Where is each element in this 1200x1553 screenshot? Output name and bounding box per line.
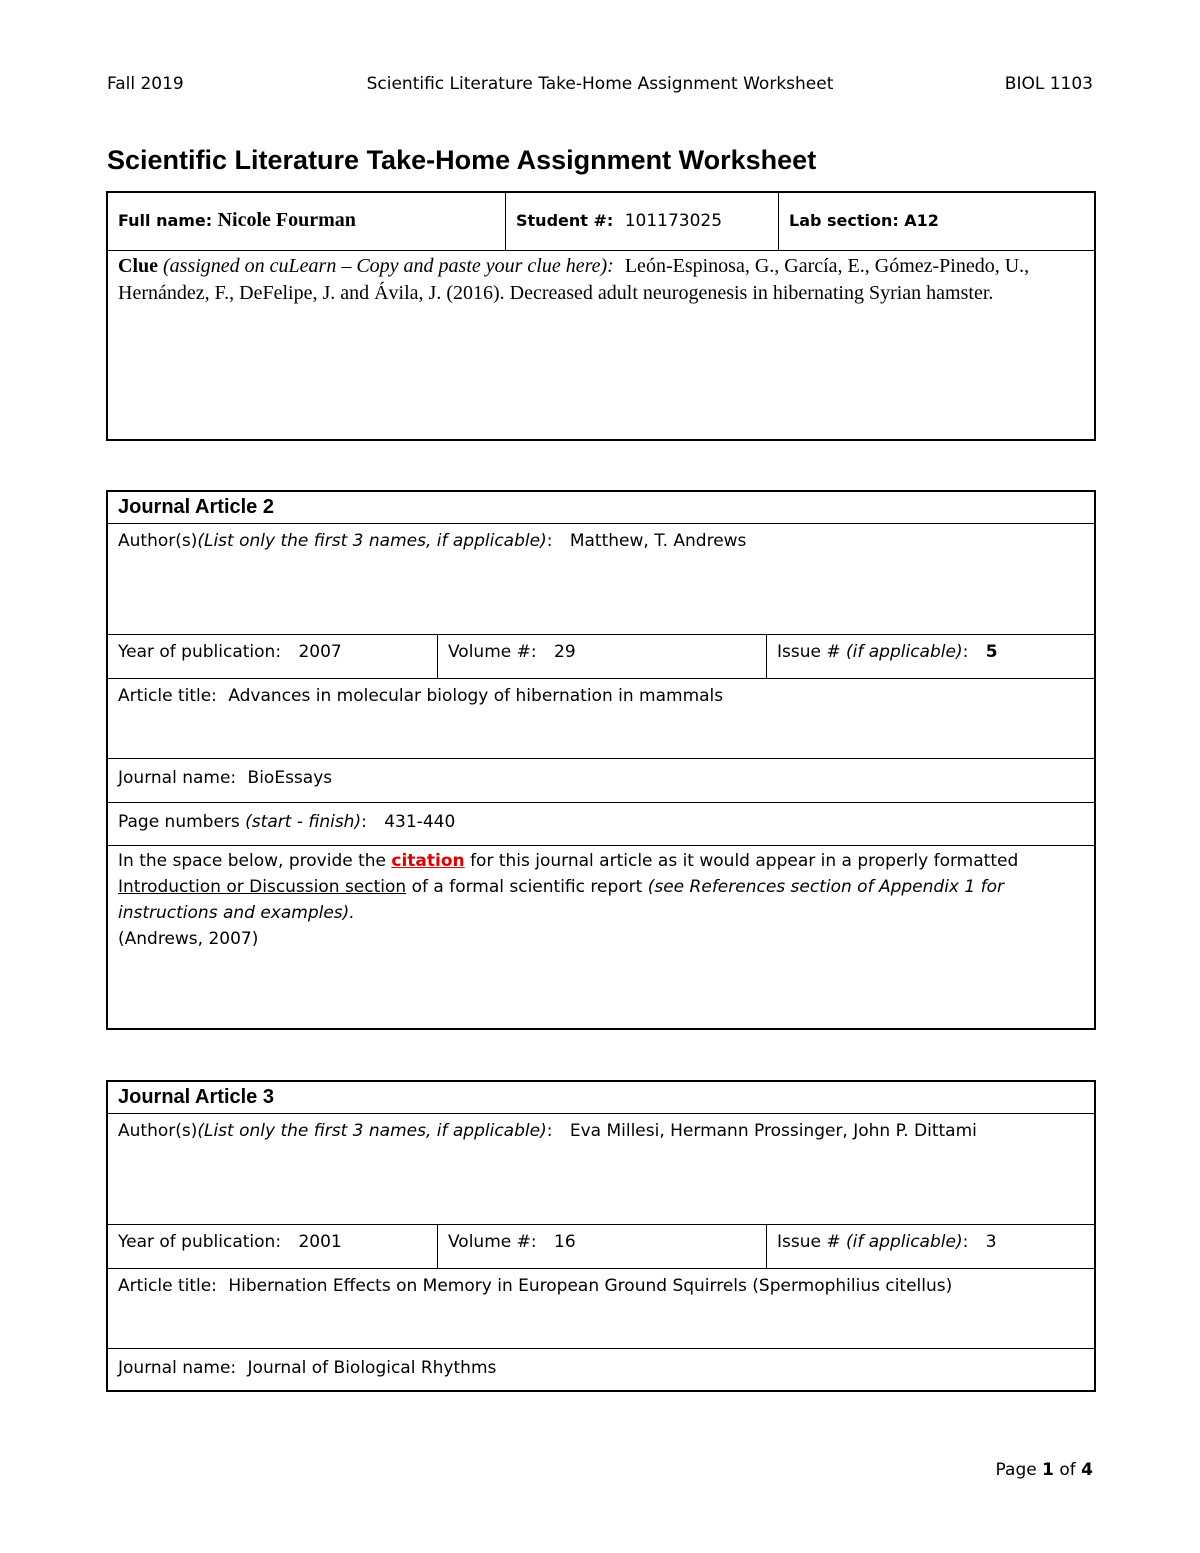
year-label: Year of publication: [118,1232,282,1252]
article-title-label: Article title: [118,686,217,706]
article-3-title: Hibernation Effects on Memory in European Ground Squirrels (Spermophilius citellus) [228,1276,953,1296]
article-3-issue: 3 [985,1232,997,1252]
article-2-volume: 29 [554,642,576,662]
full-name-label: Full name: [118,211,213,230]
article-3-year: 2001 [298,1232,342,1252]
citation-section-name: Introduction or Discussion section [118,877,407,897]
clue-cell [108,251,1094,439]
article-3-heading: Journal Article 3 [118,1086,274,1108]
journal-article-2-box [106,490,1096,1030]
article-2-journal: BioEssays [247,768,333,788]
volume-label: Volume #: [448,1232,537,1252]
authors-label: Author(s) [118,531,198,551]
full-name-value: Nicole Fourman [217,209,356,231]
issue-label: Issue # [777,642,841,662]
article-2-title: Advances in molecular biology of hibernation in mammals [228,686,724,706]
clue-hint: (assigned on cuLearn – Copy and paste your clue here): [163,255,614,277]
student-info-box [106,191,1096,441]
article-2-pages: 431-440 [384,812,456,832]
article-3-year-cell [108,1225,437,1268]
header-course: BIOL 1103 [1004,74,1093,94]
article-3-journal-cell [108,1349,1094,1385]
lab-section-label: Lab section: [789,211,899,230]
citation-instruction-post: of a formal scientific report [411,877,643,897]
journal-name-label: Journal name: [118,768,237,788]
authors-hint: (List only the first 3 names, if applicable) [197,531,547,551]
article-2-citation-cell [108,846,1094,959]
authors-colon: : [546,1121,553,1141]
citation-keyword: citation [391,851,465,871]
citation-instruction-pre: In the space below, provide the [118,851,386,871]
year-label: Year of publication: [118,642,282,662]
issue-hint: (if applicable) [846,1232,963,1252]
clue-text: León-Espinosa, G., García, E., Gómez-Pinedo, U., Hernández, F., DeFelipe, J. and Ávila, J. (2016). Decreased adult neurogenesis in hibernating Syrian hamster. [118,255,1030,304]
article-3-issue-cell [766,1225,1094,1268]
of-word: of [1059,1460,1076,1480]
article-2-heading: Journal Article 2 [118,496,274,518]
pages-colon: : [361,812,367,832]
pages-hint: (start - finish) [245,812,362,832]
article-3-journal: Journal of Biological Rhythms [247,1358,497,1378]
journal-article-3-box [106,1080,1096,1392]
article-2-year: 2007 [298,642,342,662]
lab-section-cell [778,193,1094,250]
page-total: 4 [1081,1460,1093,1480]
issue-colon: : [962,642,969,662]
lab-section-value: A12 [904,211,939,230]
article-2-issue-cell [766,635,1094,678]
article-2-citation: (Andrews, 2007) [118,929,259,949]
article-3-authors: Eva Millesi, Hermann Prossinger, John P. Dittami [569,1121,977,1141]
article-3-authors-cell [108,1114,1094,1224]
issue-colon: : [962,1232,969,1252]
authors-colon: : [546,531,553,551]
article-2-title-cell [108,679,1094,758]
authors-label: Author(s) [118,1121,198,1141]
article-2-pages-cell [108,803,1094,845]
issue-label: Issue # [777,1232,841,1252]
article-2-journal-cell [108,759,1094,802]
full-name-cell [108,193,505,250]
article-title-label: Article title: [118,1276,217,1296]
page-word: Page [995,1460,1037,1480]
citation-instruction-mid: for this journal article as it would appear in a properly formatted [470,851,1019,871]
article-2-issue: 5 [985,642,998,662]
page-title: Scientific Literature Take-Home Assignment Worksheet [107,145,817,175]
issue-hint: (if applicable) [846,642,963,662]
article-2-year-cell [108,635,437,678]
page-current: 1 [1042,1460,1054,1480]
article-2-authors-cell [108,524,1094,634]
volume-label: Volume #: [448,642,537,662]
student-number-label: Student #: [516,211,614,230]
header-term: Fall 2019 [107,74,184,94]
page-number [996,1460,1093,1480]
article-3-volume: 16 [554,1232,576,1252]
article-3-volume-cell [437,1225,766,1268]
header-title: Scientific Literature Take-Home Assignment Worksheet [366,74,834,94]
student-number-value: 101173025 [624,211,723,231]
authors-hint: (List only the first 3 names, if applicable) [197,1121,547,1141]
article-2-authors: Matthew, T. Andrews [569,531,747,551]
article-2-volume-cell [437,635,766,678]
article-3-title-cell [108,1269,1094,1348]
student-number-cell [505,193,778,250]
pages-label: Page numbers [118,812,240,832]
clue-label: Clue [118,255,158,277]
citation-instruction-hint: (see References section of Appendix 1 for instructions and examples). [118,877,1004,923]
journal-name-label: Journal name: [118,1358,237,1378]
